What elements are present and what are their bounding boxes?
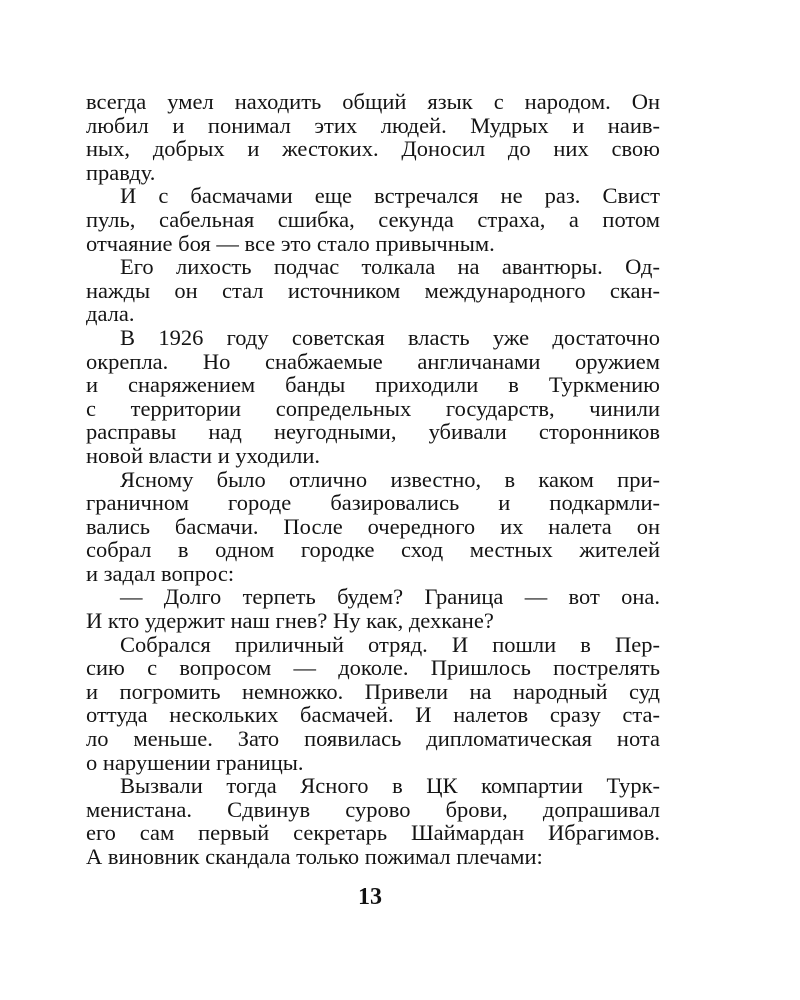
text-line: его сам первый секретарь Шаймардан Ибрагимов. (86, 820, 660, 846)
text-line: А виновник скандала только пожимал плечами: (86, 844, 543, 869)
text-line: И с басмачами еще встречался не раз. Свист (120, 183, 660, 209)
text-line: оттуда нескольких басмачей. И налетов сразу ста- (86, 702, 660, 728)
text-line: отчаяние боя — все это стало привычным. (86, 230, 495, 256)
text-line: всегда умел находить общий язык с народом. Он (86, 89, 660, 114)
text-line: менистана. Сдвинув сурово брови, допрашивал (86, 796, 660, 822)
text-line: о нарушении границы. (86, 749, 304, 775)
text-line: дала. (86, 301, 135, 327)
text-line: ных, добрых и жестоких. Доносил до них свою (86, 136, 660, 162)
text-line: окрепла. Но снабжаемые англичанами оружием (86, 348, 660, 374)
page-number: 13 (358, 884, 382, 910)
text-line: — Долго терпеть будем? Граница — вот она. (120, 584, 660, 610)
text-line: с территории сопредельных государств, чинили (86, 395, 660, 421)
text-line: правду. (86, 159, 156, 185)
text-line: пуль, сабельная сшибка, секунда страха, а потом (86, 206, 660, 232)
body-text (86, 90, 660, 869)
text-line: Его лихость подчас толкала на авантюры. Од- (120, 254, 660, 280)
text-line: новой власти и уходили. (86, 442, 320, 468)
text-line: Собрался приличный отряд. И пошли в Пер- (120, 631, 660, 657)
text-line: Ясному было отлично известно, в каком при- (120, 466, 660, 492)
text-line: сию с вопросом — доколе. Пришлось пострелять (86, 655, 660, 681)
text-line: и снаряжением банды приходили в Туркмению (86, 372, 660, 398)
text-line: и погромить немножко. Привели на народный суд (86, 678, 660, 704)
text-line: вались басмачи. После очередного их налета он (86, 513, 660, 539)
text-line: расправы над неугодными, убивали сторонников (86, 419, 660, 445)
text-line: нажды он стал источником международного скан- (86, 277, 660, 303)
text-line: и задал вопрос: (86, 560, 235, 586)
text-line: И кто удержит наш гнев? Ну как, дехкане? (86, 608, 494, 634)
text-line: В 1926 году советская власть уже достаточно (120, 324, 660, 350)
text-line: граничном городе базировались и подкармли- (86, 490, 660, 516)
text-line: Вызвали тогда Ясного в ЦК компартии Турк- (120, 773, 660, 799)
text-line: любил и понимал этих людей. Мудрых и наив- (86, 112, 660, 138)
text-line: ло меньше. Зато появилась дипломатическая нота (86, 726, 660, 752)
text-line: собрал в одном городке сход местных жителей (86, 537, 660, 563)
